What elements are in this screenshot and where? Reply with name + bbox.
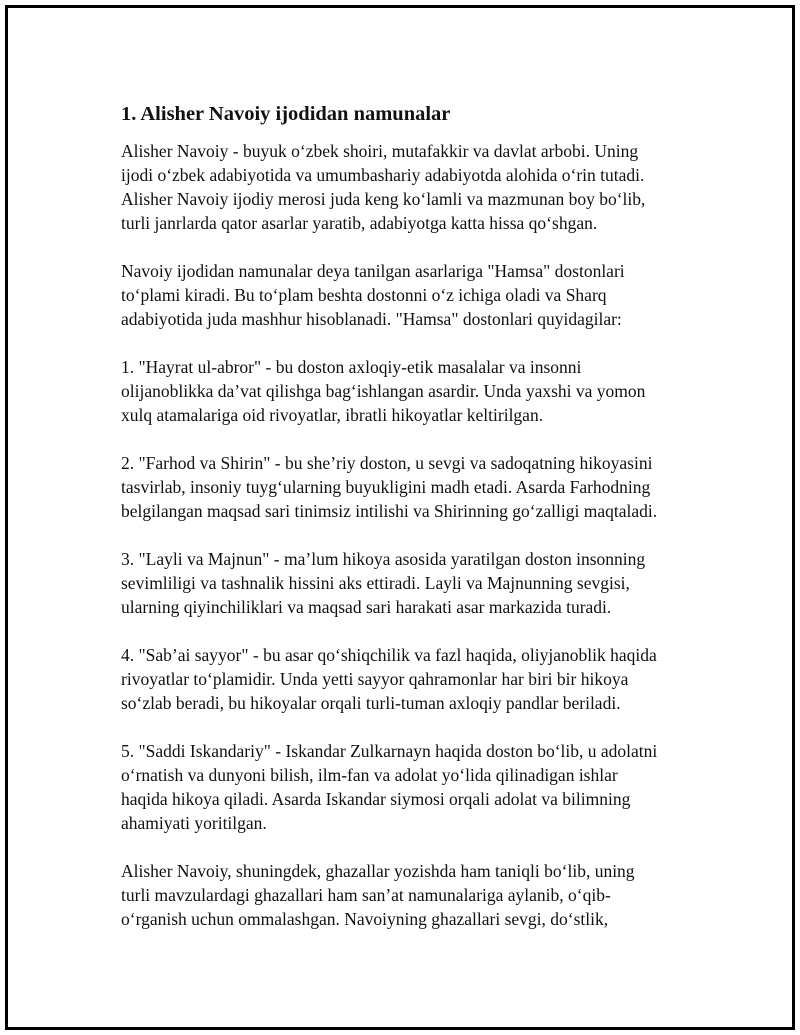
paragraph-saddi-iskandariy	[121, 739, 721, 835]
text-line: ijodi o‘zbek adabiyotida va umumbashariy adabiyotda alohida o‘rin tutadi.	[121, 165, 645, 185]
text-line: sevimliligi va tashnalik hissini aks ettiradi. Layli va Majnunning sevgisi,	[121, 573, 630, 593]
paragraph-intro	[121, 139, 721, 235]
text-line: belgilangan maqsad sari tinimsiz intilishi va Shirinning go‘zalligi maqtaladi.	[121, 501, 658, 521]
text-line: Alisher Navoiy, shuningdek, ghazallar yozishda ham taniqli bo‘lib, uning	[121, 861, 635, 881]
text-line: haqida hikoya qiladi. Asarda Iskandar siymosi orqali adolat va bilimning	[121, 789, 631, 809]
text-line: o‘rganish uchun ommalashgan. Navoiyning ghazallari sevgi, do‘stlik,	[121, 909, 609, 929]
text-line: turli mavzulardagi ghazallari ham san’at namunalariga aylanib, o‘qib-	[121, 885, 611, 905]
text-line: adabiyotida juda mashhur hisoblanadi. "Hamsa" dostonlari quyidagilar:	[121, 309, 622, 329]
text-line: to‘plami kiradi. Bu to‘plam beshta dostonni o‘z ichiga oladi va Sharq	[121, 285, 607, 305]
paragraph-hamsa	[121, 259, 721, 331]
text-line: 5. "Saddi Iskandariy" - Iskandar Zulkarnayn haqida doston bo‘lib, u adolatni	[121, 741, 658, 761]
text-line: 1. "Hayrat ul-abror" - bu doston axloqiy-etik masalalar va insonni	[121, 357, 582, 377]
text-line: so‘zlab beradi, bu hikoyalar orqali turli-tuman axloqiy pandlar beriladi.	[121, 693, 621, 713]
paragraph-layli-va-majnun	[121, 547, 721, 619]
text-line: ahamiyati yoritilgan.	[121, 813, 267, 833]
text-line: olijanoblikka da’vat qilishga bag‘ishlangan asardir. Unda yaxshi va yomon	[121, 381, 646, 401]
text-line: 3. "Layli va Majnun" - ma’lum hikoya asosida yaratilgan doston insonning	[121, 549, 646, 569]
page-frame	[5, 5, 795, 1030]
section-heading: 1. Alisher Navoiy ijodidan namunalar	[121, 103, 451, 125]
paragraph-ghazallar	[121, 859, 721, 931]
text-line: ularning qiyinchiliklari va maqsad sari harakati asar markazida turadi.	[121, 597, 612, 617]
text-line: 4. "Sab’ai sayyor" - bu asar qo‘shiqchilik va fazl haqida, oliyjanoblik haqida	[121, 645, 657, 665]
text-line: turli janrlarda qator asarlar yaratib, adabiyotga katta hissa qo‘shgan.	[121, 213, 598, 233]
text-line: Alisher Navoiy ijodiy merosi juda keng ko‘lamli va mazmunan boy bo‘lib,	[121, 189, 646, 209]
paragraph-hayrat-ul-abror	[121, 355, 721, 427]
text-line: o‘rnatish va dunyoni bilish, ilm-fan va adolat yo‘lida qilinadigan ishlar	[121, 765, 618, 785]
text-line: Navoiy ijodidan namunalar deya tanilgan asarlariga "Hamsa" dostonlari	[121, 261, 625, 281]
document-body	[121, 100, 721, 955]
text-line: rivoyatlar to‘plamidir. Unda yetti sayyor qahramonlar har biri bir hikoya	[121, 669, 629, 689]
text-line: tasvirlab, insoniy tuyg‘ularning buyukligini madh etadi. Asarda Farhodning	[121, 477, 651, 497]
text-line: xulq atamalariga oid rivoyatlar, ibratli hikoyatlar keltirilgan.	[121, 405, 544, 425]
text-line: 2. "Farhod va Shirin" - bu she’riy doston, u sevgi va sadoqatning hikoyasini	[121, 453, 653, 473]
paragraph-farhod-va-shirin	[121, 451, 721, 523]
text-line: Alisher Navoiy - buyuk o‘zbek shoiri, mutafakkir va davlat arbobi. Uning	[121, 141, 639, 161]
paragraph-sabai-sayyor	[121, 643, 721, 715]
